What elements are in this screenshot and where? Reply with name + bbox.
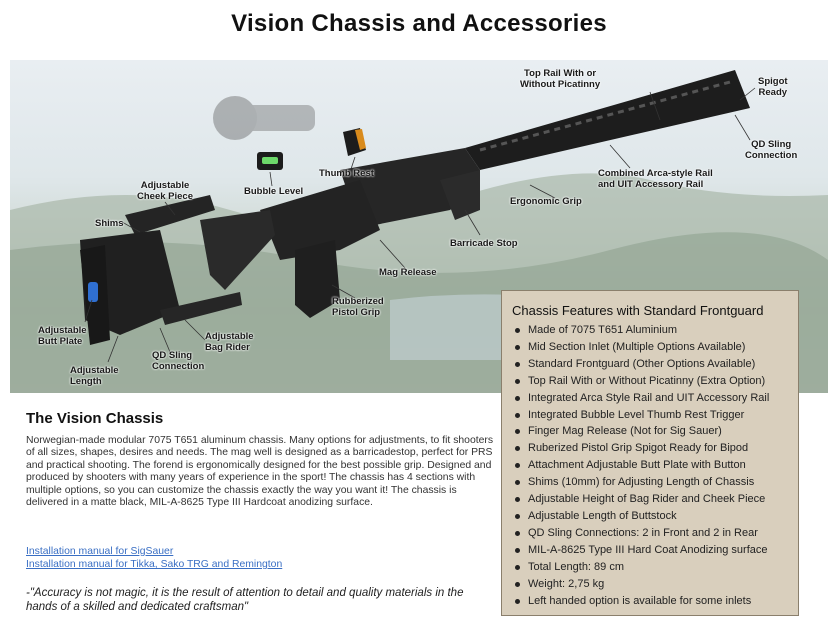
- feature-item: QD Sling Connections: 2 in Front and 2 in Rear: [528, 525, 788, 542]
- thumb-rest-icon: [343, 128, 366, 156]
- callout-length: Adjustable Length: [70, 365, 119, 387]
- quote: -"Accuracy is not magic, it is the result of attention to detail and quality materials in the hands of a skilled and dedicated craftsman": [26, 587, 464, 613]
- callout-shims: Shims: [95, 218, 124, 229]
- bubble-level-icon: [257, 152, 283, 170]
- link-manual-sigsauer[interactable]: Installation manual for SigSauer: [26, 546, 174, 557]
- callout-qd-sling-front: QD Sling Connection: [745, 139, 798, 161]
- feature-item: MIL-A-8625 Type III Hard Coat Anodizing surface: [528, 542, 788, 559]
- description-body: Norwegian-made modular 7075 T651 aluminum chassis. Many options for adjustments, to fit shooters of all sizes, shapes, desires and needs. The mag well is designed as a barricadestop, perfect for PRS and practical shooting. The forend is ergonomically designed for the best possible grip. Designed and produced by shooters with many years of experience in the sport! The chassis has 4 sections with multiple options, so you can customize the chassis exactly the way you want it! The chassis is delivered in a matte black, MIL-A-8625 Type III Hardcoat anodizing surface.: [26, 435, 494, 509]
- feature-item: Left handed option is available for some inlets: [528, 593, 788, 610]
- callout-butt-plate: Adjustable Butt Plate: [38, 325, 87, 347]
- callout-thumb-rest: Thumb Rest: [319, 168, 374, 179]
- features-list: [512, 322, 788, 609]
- feature-item: Mid Section Inlet (Multiple Options Available): [528, 339, 788, 356]
- callout-mag-release: Mag Release: [379, 267, 437, 278]
- callout-qd-sling-rear: QD Sling Connection: [152, 350, 205, 372]
- scope-icon: [213, 96, 315, 140]
- page-title: Vision Chassis and Accessories: [231, 10, 607, 37]
- feature-item: Total Length: 89 cm: [528, 559, 788, 576]
- description-title: The Vision Chassis: [26, 410, 164, 427]
- feature-item: Integrated Bubble Level Thumb Rest Trigger: [528, 407, 788, 424]
- feature-item: Adjustable Height of Bag Rider and Cheek Piece: [528, 491, 788, 508]
- callout-bubble-level: Bubble Level: [244, 186, 304, 197]
- callout-pistol-grip: Rubberized Pistol Grip: [332, 296, 384, 318]
- feature-item: Top Rail With or Without Picatinny (Extra Option): [528, 373, 788, 390]
- link-manual-tikka-sako-remington[interactable]: Installation manual for Tikka, Sako TRG and Remington: [26, 559, 283, 570]
- callout-top-rail: Top Rail With or Without Picatinny: [520, 68, 601, 90]
- callout-barricade-stop: Barricade Stop: [450, 238, 518, 249]
- feature-item: Shims (10mm) for Adjusting Length of Chassis: [528, 474, 788, 491]
- feature-item: Standard Frontguard (Other Options Available): [528, 356, 788, 373]
- callout-cheek-piece: Adjustable Cheek Piece: [137, 180, 193, 202]
- feature-item: Integrated Arca Style Rail and UIT Accessory Rail: [528, 390, 788, 407]
- features-panel: [501, 290, 799, 616]
- callout-bag-rider: Adjustable Bag Rider: [205, 331, 254, 353]
- feature-item: Attachment Adjustable Butt Plate with Button: [528, 457, 788, 474]
- callout-ergonomic-grip: Ergonomic Grip: [510, 196, 582, 207]
- callout-arca-rail: Combined Arca-style Rail and UIT Accessory Rail: [598, 168, 713, 190]
- feature-item: Weight: 2,75 kg: [528, 576, 788, 593]
- callout-spigot: Spigot Ready: [758, 76, 788, 98]
- feature-item: Adjustable Length of Buttstock: [528, 508, 788, 525]
- feature-item: Ruberized Pistol Grip Spigot Ready for Bipod: [528, 440, 788, 457]
- features-title: Chassis Features with Standard Frontguard: [512, 303, 764, 318]
- feature-item: Made of 7075 T651 Aluminium: [528, 322, 788, 339]
- feature-item: Finger Mag Release (Not for Sig Sauer): [528, 423, 788, 440]
